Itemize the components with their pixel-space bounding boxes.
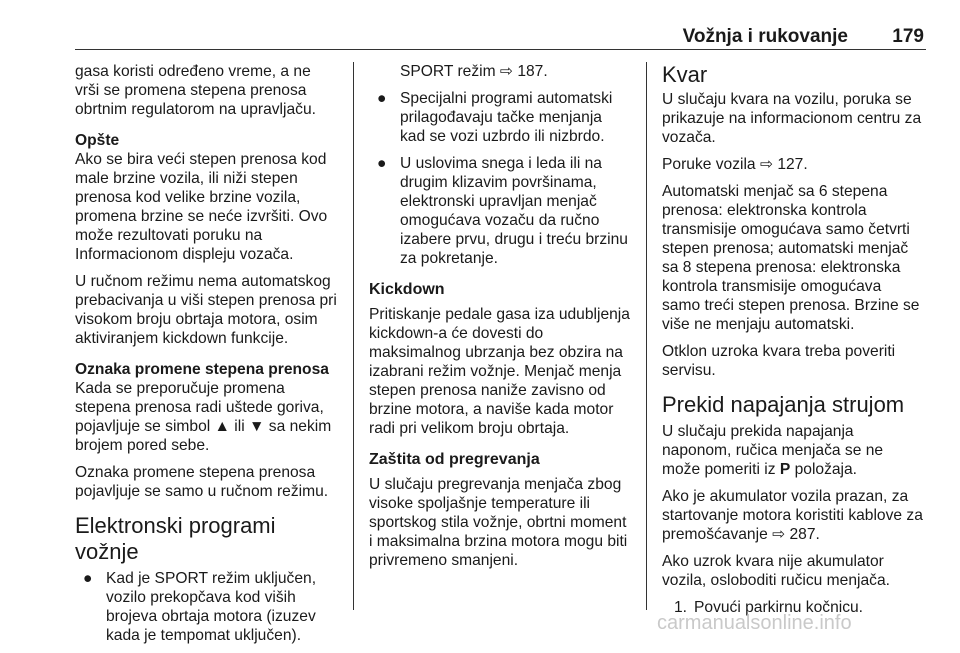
shift-indicator-heading: Oznaka promene stepena prenosa [75, 361, 329, 378]
general-heading: Opšte [75, 132, 120, 149]
fault-paragraph-4: Otklon uzroka kvara treba poveriti servisu. [662, 343, 896, 379]
fault-paragraph-1: U slučaju kvara na vozilu, poruka se prikazuje na informacionom centru za vozača. [662, 91, 922, 146]
bullet-icon: ● [377, 155, 387, 172]
general-paragraph: Ako se bira veći stepen prenosa kod male brzine vozila, ili niži stepen prenosa kod velike brzine vozila, promena brzine se neće izvršiti. Ovo može rezultovati poruku na Informacionom displeju vozača. [75, 151, 328, 263]
power-interruption-heading: Prekid napajanja strujom [662, 392, 905, 417]
intro-paragraph: gasa koristi određeno vreme, a ne vrši se promena stepena prenosa obrtnim regulatorom na upravljaču. [75, 63, 316, 118]
fault-heading: Kvar [662, 62, 708, 87]
header-divider [75, 49, 926, 50]
kickdown-paragraph: Pritiskanje pedale gasa iza udubljenja kickdown-a će dovesti do maksimalnog ubrzanja bez obzira na izabrani režim vožnje. Menjač menja stepen prenosa naniže zavisno od brzine motora, a naviše kada motor radi pri velikom broju obrtaja. [369, 306, 630, 437]
overheat-heading: Zaštita od pregrevanja [369, 451, 540, 468]
page-header [75, 0, 926, 50]
list-item [369, 154, 634, 268]
power-paragraph-1: U slučaju prekida napajanja naponom, ručica menjača se ne može pomeriti iz P položaja. [662, 423, 884, 478]
power-paragraph-2: Ako je akumulator vozila prazan, za startovanje motora koristiti kablove za premošćavanje ⇨ 287. [662, 488, 923, 543]
chapter-title: Vožnja i rukovanje [682, 26, 848, 47]
shift-indicator-paragraph: Kada se preporučuje promena stepena prenosa radi uštede goriva, pojavljuje se simbol ▲ ili ▼ sa nekim brojem pored sebe. [75, 380, 332, 454]
bullet-text: Specijalni programi automatski prilagođavaju tačke menjanja kad se vozi uzbrdo ili nizbrdo. [400, 90, 613, 145]
manual-mode-paragraph: U ručnom režimu nema automatskog prebacivanja u viši stepen prenosa pri visokom broju obrtaja motora, osim aktiviranjem kickdown funkcije. [75, 273, 337, 347]
power-paragraph-3: Ako uzrok kvara nije akumulator vozila, osloboditi ručicu menjača. [662, 553, 890, 589]
step-text: Povući parkirnu kočnicu. [694, 599, 864, 616]
column-divider-1 [353, 62, 354, 610]
list-item [75, 569, 345, 645]
bullet-icon: ● [377, 90, 387, 107]
shift-indicator-paragraph-2: Oznaka promene stepena prenosa pojavljuje se samo u ručnom režimu. [75, 464, 329, 500]
bullet-text: Kad je SPORT režim uključen, vozilo prekopčava kod viših brojeva obrtaja motora (izuzev kada je tempomat uključen). [106, 570, 317, 644]
driving-programs-heading: Elektronski programi vožnje [75, 513, 276, 564]
overheat-paragraph: U slučaju pregrevanja menjača zbog visoke spoljašnje temperature ili sportskog stila vožnje, obrtni moment i maksimalna brzina motora mogu biti privremeno smanjeni. [369, 476, 628, 569]
sport-mode-reference: SPORT režim ⇨ 187. [400, 63, 548, 80]
watermark: carmanualsonline.info [657, 612, 852, 634]
page-number: 179 [892, 26, 924, 47]
fault-paragraph-3: Automatski menjač sa 6 stepena prenosa: elektronska kontrola transmisije omogućava samo četvrti stepen prenosa; automatski menjač sa 8 stepena prenosa: elektronska kontrola transmisije omogućava samo treći stepen prenosa. Brzine se više ne menjaju automatski. [662, 183, 920, 333]
bullet-icon: ● [83, 570, 93, 587]
column-middle [369, 62, 634, 578]
bullet-text: U uslovima snega i leda ili na drugim klizavim površinama, elektronski upravljan menjač omogućava vozaču da ručno izabere prvu, drugu i treću brzinu za pokretanje. [400, 155, 628, 267]
list-item [369, 89, 634, 146]
park-position-label: P [779, 461, 791, 478]
column-left [75, 62, 345, 653]
column-divider-2 [646, 62, 647, 610]
step-number: 1. [674, 599, 688, 616]
kickdown-heading: Kickdown [369, 281, 445, 298]
fault-paragraph-2: Poruke vozila ⇨ 127. [662, 156, 808, 173]
column-right [662, 62, 930, 617]
